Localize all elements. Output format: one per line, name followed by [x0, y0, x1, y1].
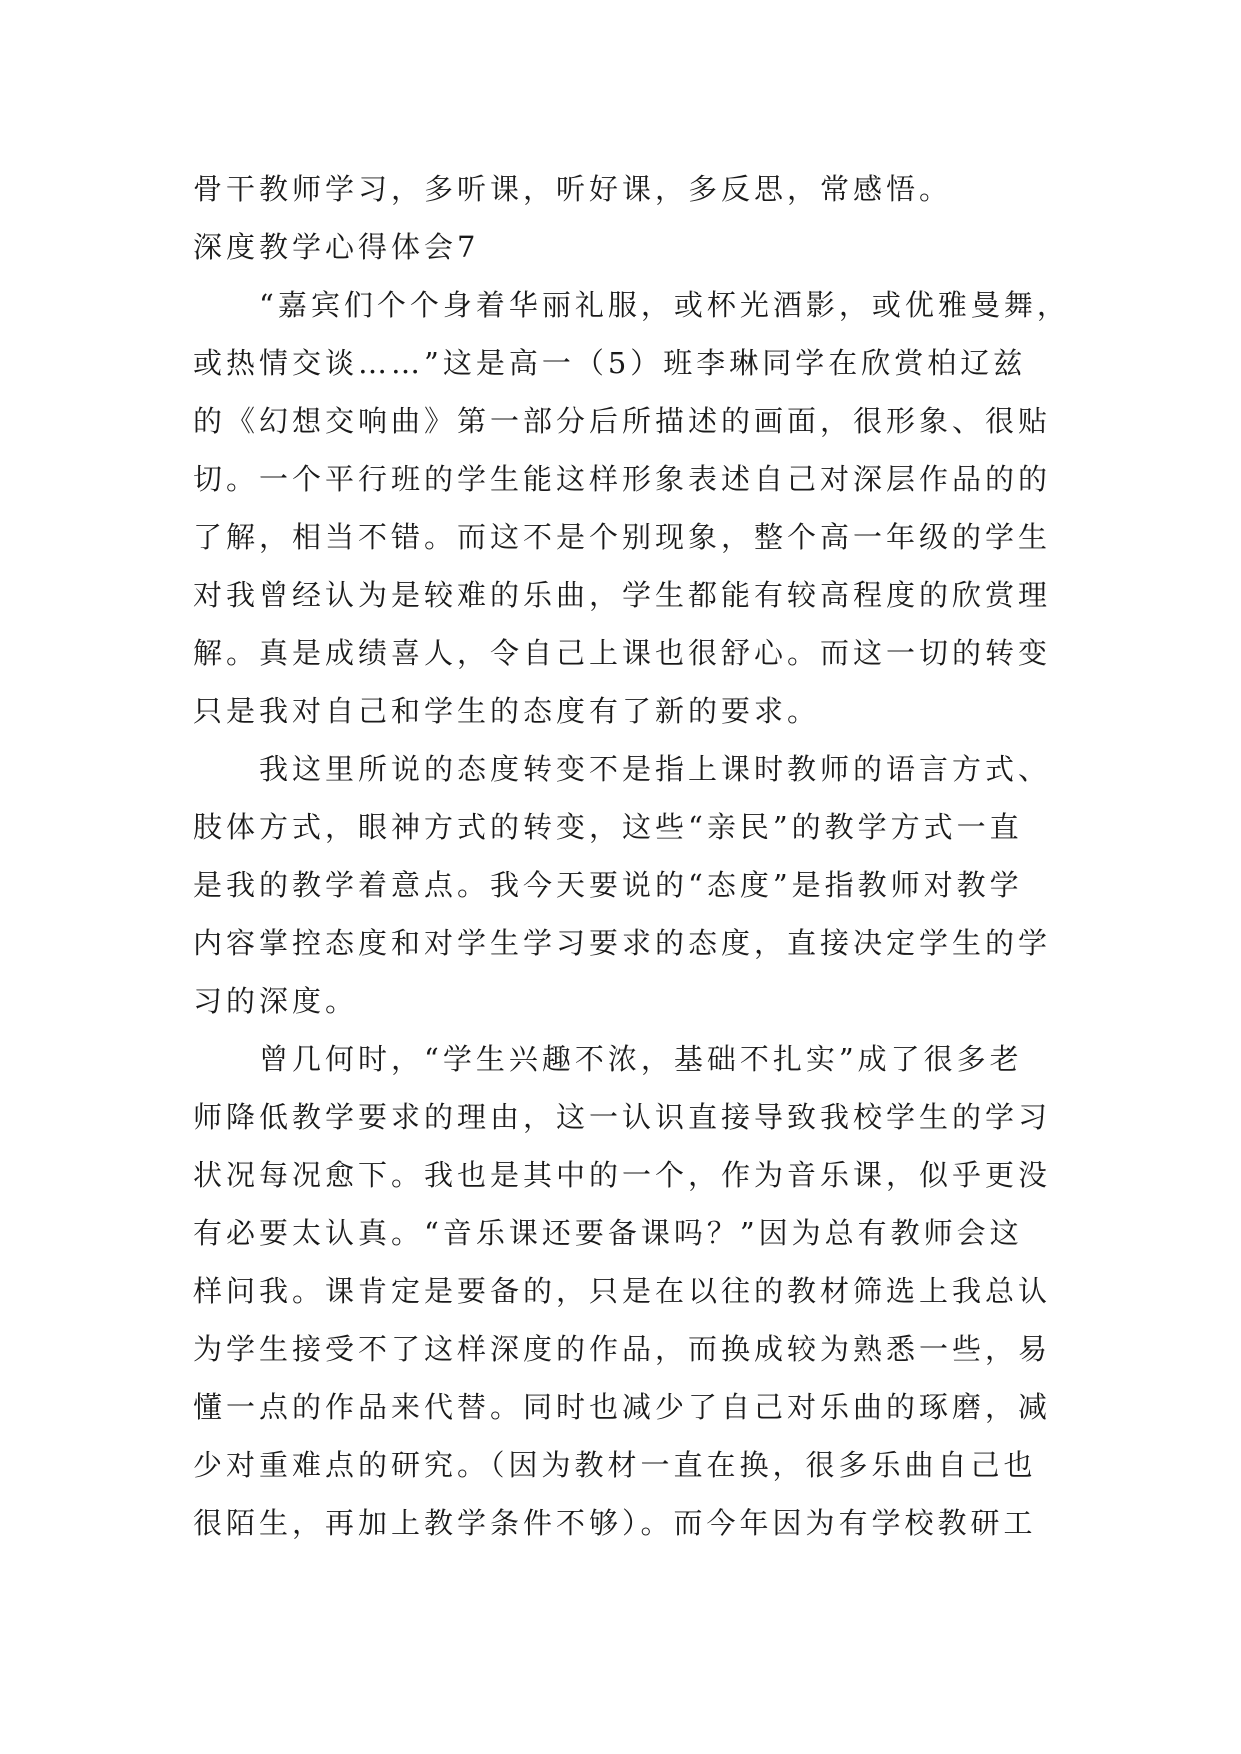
text-line: 骨干教师学习，多听课，听好课，多反思，常感悟。: [193, 172, 953, 206]
text-line: 习的深度。: [193, 984, 359, 1018]
text-line: 是我的教学着意点。我今天要说的“态度”是指教师对教学: [193, 868, 1023, 902]
text-line: 了解，相当不错。而这不是个别现象，整个高一年级的学生: [193, 520, 1052, 554]
text-line: 少对重难点的研究。（因为教材一直在换，很多乐曲自己也: [193, 1448, 1037, 1482]
text-line: 肢体方式，眼神方式的转变，这些“亲民”的教学方式一直: [193, 810, 1023, 844]
section-heading: 深度教学心得体会7: [193, 230, 480, 264]
text-line: 内容掌控态度和对学生学习要求的态度，直接决定学生的学: [193, 926, 1052, 960]
text-line: 曾几何时，“学生兴趣不浓，基础不扎实”成了很多老: [193, 1042, 1023, 1076]
text-line: 对我曾经认为是较难的乐曲，学生都能有较高程度的欣赏理: [193, 578, 1052, 612]
text-line: 我这里所说的态度转变不是指上课时教师的语言方式、: [193, 752, 1052, 786]
text-line: 为学生接受不了这样深度的作品，而换成较为熟悉一些，易: [193, 1332, 1052, 1366]
text-line: 很陌生，再加上教学条件不够）。而今年因为有学校教研工: [193, 1506, 1037, 1540]
text-line: 的《幻想交响曲》第一部分后所描述的画面，很形象、很贴: [193, 404, 1052, 438]
text-line: 师降低教学要求的理由，这一认识直接导致我校学生的学习: [193, 1100, 1052, 1134]
text-line: 切。一个平行班的学生能这样形象表述自己对深层作品的的: [193, 462, 1052, 496]
text-line: “嘉宾们个个身着华丽礼服，或杯光酒影，或优雅曼舞，: [193, 288, 1070, 322]
text-line: 有必要太认真。“音乐课还要备课吗？”因为总有教师会这: [193, 1216, 1023, 1250]
text-line: 样问我。课肯定是要备的，只是在以往的教材筛选上我总认: [193, 1274, 1052, 1308]
text-line: 状况每况愈下。我也是其中的一个，作为音乐课，似乎更没: [193, 1158, 1052, 1192]
text-line: 或热情交谈……”这是高一（5）班李琳同学在欣赏柏辽兹: [193, 346, 1027, 380]
text-line: 只是我对自己和学生的态度有了新的要求。: [193, 694, 821, 728]
document-body: [193, 160, 1070, 1552]
text-line: 懂一点的作品来代替。同时也减少了自己对乐曲的琢磨，减: [193, 1390, 1052, 1424]
text-line: 解。真是成绩喜人，令自己上课也很舒心。而这一切的转变: [193, 636, 1052, 670]
